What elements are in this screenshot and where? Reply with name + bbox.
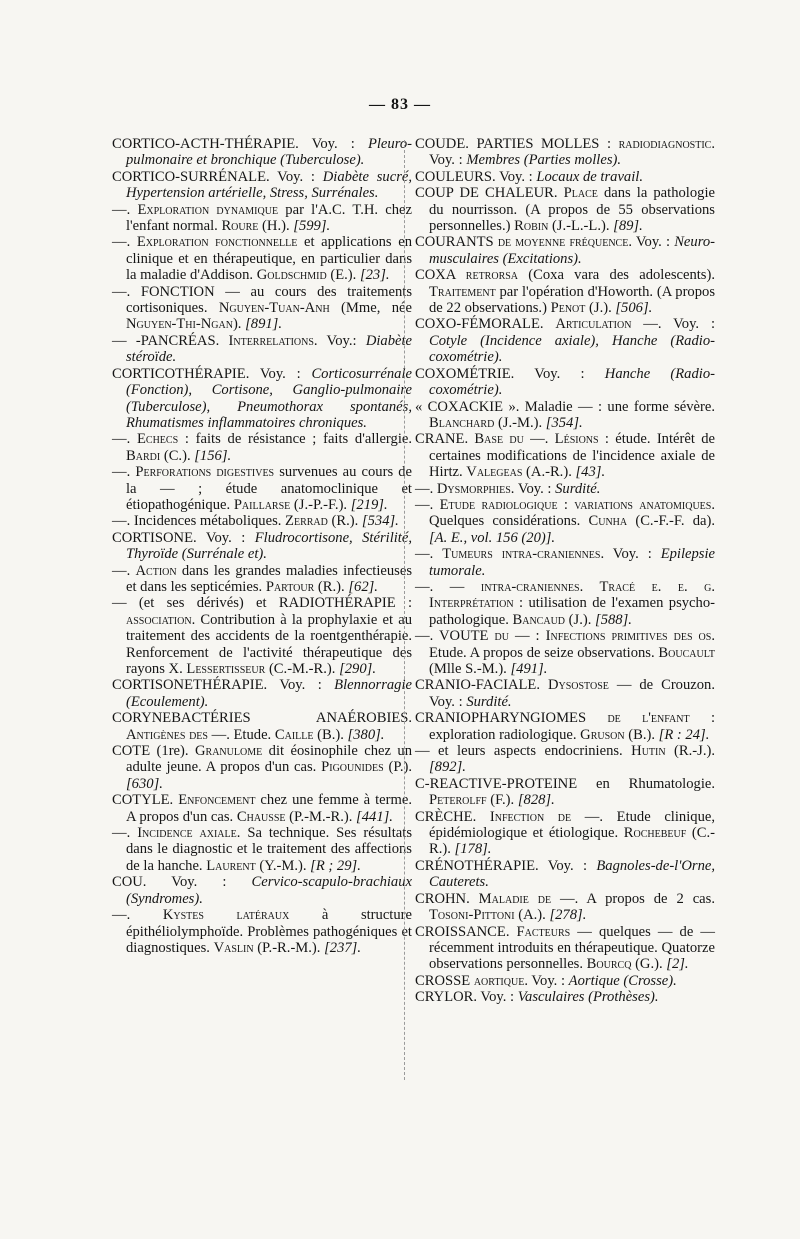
- index-entry: [415, 169, 715, 185]
- index-entry: [112, 907, 412, 956]
- entry-subheading: Dysmorphies: [436, 480, 511, 497]
- entry-subheading: Infections primitives des os: [545, 628, 712, 645]
- entry-text: (Mme, née: [329, 300, 412, 317]
- entry-text: —. Voy. :: [631, 316, 715, 333]
- entry-text: (Y.-M.).: [255, 857, 311, 874]
- index-entry: [415, 481, 715, 497]
- entry-subheading: Traitement: [429, 283, 496, 300]
- entry-reference: [491].: [510, 661, 548, 677]
- entry-text: COUP DE CHALEUR.: [415, 185, 564, 202]
- entry-subheading: Valegeas: [466, 464, 523, 481]
- entry-reference: [2].: [666, 956, 689, 973]
- entry-text: . Sa technique. Ses résultats dans le diagnostic et le traitement des affections de la hanche.: [126, 825, 413, 874]
- entry-reference: Aortique (Crosse).: [568, 972, 677, 989]
- entry-subheading: Dysostose: [547, 677, 609, 694]
- entry-subheading: Peterolff: [429, 792, 487, 809]
- entry-subheading: Enfoncement: [178, 792, 256, 809]
- entry-text: : exploration radiologique.: [429, 710, 716, 743]
- entry-reference: Locaux de travail.: [536, 168, 643, 185]
- entry-subheading: Incidence axiale: [137, 825, 237, 842]
- entry-reference: [R : 24].: [658, 726, 710, 743]
- entry-reference: Surdité.: [555, 480, 601, 497]
- entry-subheading: Penot: [550, 300, 586, 317]
- entry-text: (C.).: [160, 447, 195, 464]
- entry-subheading: Partour: [265, 578, 315, 595]
- entry-subheading: Pigounides: [321, 759, 384, 776]
- entry-subheading: Nguyen-Tuan-Anh: [218, 300, 330, 317]
- entry-subheading: Bardi: [126, 447, 161, 464]
- entry-text: (J.).: [585, 300, 616, 317]
- entry-text: — quelques — de — récemment introduits en thérapeutique. Quatorze observations personnelles.: [429, 923, 715, 973]
- entry-text: CORTISONE. Voy. :: [112, 529, 255, 546]
- entry-text: (B.).: [624, 726, 659, 743]
- entry-text: :: [557, 496, 575, 513]
- entry-subheading: Bancaud: [512, 611, 566, 628]
- index-entry: [112, 431, 412, 464]
- entry-text: . Voy. :: [510, 480, 556, 497]
- entry-text: CORTICO-SURRÉNALE. Voy. :: [112, 168, 323, 185]
- index-entry: [415, 366, 715, 399]
- index-entry: [415, 989, 715, 1005]
- entry-text: —.: [112, 562, 136, 579]
- entry-subheading: aortique: [473, 972, 525, 989]
- index-entry: [112, 333, 412, 366]
- entry-reference: [290].: [339, 661, 376, 677]
- entry-reference: [891].: [245, 316, 283, 333]
- entry-reference: Hanche (Radio-coxométrie).: [429, 365, 715, 399]
- entry-reference: Vasculaires (Prothèses).: [517, 989, 659, 1006]
- entry-text: . Voy. :: [429, 136, 715, 169]
- entry-text: (J.-M.).: [494, 414, 546, 431]
- index-column-right: [415, 136, 715, 1006]
- entry-subheading: Caille: [274, 726, 314, 743]
- index-entry: [415, 809, 715, 858]
- entry-subheading: radiodiagnostic: [618, 136, 712, 152]
- entry-subheading: Lésions: [554, 431, 599, 448]
- index-entry: [415, 628, 715, 677]
- entry-text: ).: [232, 316, 246, 333]
- entry-reference: [380].: [347, 726, 385, 743]
- index-entry: [112, 677, 412, 710]
- entry-reference: Surdité.: [466, 693, 512, 710]
- entry-text: CORTISONETHÉRAPIE. Voy. :: [112, 677, 335, 694]
- entry-reference: Blennorragie (Ecoulement).: [126, 677, 412, 710]
- index-entry: [415, 710, 715, 743]
- index-entry: [112, 874, 412, 907]
- index-entry: [112, 825, 412, 874]
- index-entry: [112, 366, 412, 432]
- entry-text: : étude. Intérêt de certaines modifications de l'incidence axiale de Hirtz.: [429, 431, 715, 481]
- entry-text: —.: [523, 431, 555, 448]
- entry-subheading: Hutin: [631, 743, 666, 760]
- entry-reference: [278].: [549, 907, 587, 924]
- entry-reference: [630].: [126, 775, 163, 792]
- entry-reference: Membres (Parties molles).: [466, 152, 622, 169]
- entry-subheading: de moyenne fréquence: [497, 234, 629, 251]
- entry-reference: [62].: [348, 578, 378, 595]
- entry-subheading: Blanchard: [429, 414, 495, 431]
- entry-text: (J.).: [565, 611, 596, 628]
- entry-text: COXA: [415, 267, 466, 284]
- entry-text: —.: [415, 480, 437, 497]
- entry-subheading: Bourcq: [586, 956, 632, 973]
- entry-text: — :: [508, 628, 546, 645]
- index-entry: [415, 267, 715, 316]
- entry-subheading: Kystes latéraux: [162, 907, 290, 924]
- entry-subheading: Articulation: [555, 316, 632, 333]
- entry-text: (E.).: [326, 267, 360, 284]
- index-entry: [112, 530, 412, 563]
- index-entry: [415, 185, 715, 234]
- entry-text: (J.-P.-F.).: [290, 496, 351, 513]
- entry-reference: [219].: [350, 496, 388, 513]
- entry-text: (B.).: [313, 726, 348, 743]
- entry-text: —. FONCTION — au cours des traitements cortisoniques.: [112, 283, 412, 317]
- entry-text: (A.).: [514, 907, 550, 924]
- entry-subheading: Action: [135, 562, 177, 579]
- entry-text: . Voy. :: [628, 234, 675, 251]
- entry-text: —.: [415, 546, 443, 563]
- index-entry: [415, 234, 715, 267]
- entry-subheading: Tumeurs intra-craniennes: [442, 546, 601, 563]
- entry-text: COULEURS. Voy. :: [415, 168, 537, 185]
- entry-reference: Corticosurrénale (Fonction), Cortisone, Ganglio-pulmonaire (Tuberculose), Pneumothorax spontanés, Rhumatismes inflammatoires chroniques.: [126, 365, 412, 431]
- entry-subheading: Boucault: [658, 644, 715, 661]
- entry-text: (P.).: [383, 759, 412, 776]
- column-divider: [404, 140, 406, 1080]
- entry-subheading: intra-craniennes. Tracé e. e. g. Interprétation: [429, 578, 715, 612]
- entry-subheading: Perforations digestives: [135, 464, 275, 481]
- entry-text: (R.).: [314, 578, 349, 595]
- index-entry: [415, 399, 715, 432]
- index-entry: [112, 595, 412, 677]
- entry-reference: [892].: [429, 759, 466, 776]
- entry-text: (C.-F.-F. da).: [627, 513, 715, 530]
- entry-reference: Cervico-scapulo-brachiaux (Syndromes).: [126, 874, 412, 907]
- entry-subheading: Facteurs: [516, 923, 571, 940]
- entry-text: dans les grandes maladies infectieuses et dans les septicémies.: [126, 562, 413, 595]
- entry-text: par l'A.C. T.H. chez l'enfant normal.: [126, 201, 412, 235]
- entry-reference: Fludrocortisone, Stérilité, Thyroïde (Surrénale et).: [126, 529, 412, 563]
- entry-reference: [534].: [361, 513, 399, 530]
- entry-subheading: Echecs: [136, 431, 179, 448]
- entry-text: . Contribution à la prophylaxie et au traitement des accidents de la roentgenthérapie. Renforcement de l'activité thérapeutique des rayons X.: [126, 611, 412, 677]
- entry-text: CROHN.: [415, 890, 479, 907]
- entry-text: CORTICO-ACTH-THÉRAPIE. Voy. :: [112, 136, 368, 152]
- entry-text: CORYNEBACTÉRIES ANAÉROBIES.: [112, 710, 412, 727]
- entry-text: —.: [112, 201, 138, 218]
- index-entry: [415, 497, 715, 546]
- entry-text: —.: [112, 825, 138, 842]
- entry-text: — et leurs aspects endocriniens.: [415, 743, 632, 760]
- index-entry: [112, 792, 412, 825]
- entry-text: (C.-M.-R.).: [265, 661, 340, 677]
- index-entry: [415, 579, 715, 628]
- entry-reference: [43].: [575, 464, 606, 481]
- entry-subheading: Antigènes des: [126, 726, 208, 743]
- entry-text: —. Etude clinique, épidémiologique et étiologique.: [429, 808, 715, 842]
- entry-text: . Voy. :: [524, 972, 569, 989]
- entry-text: —.: [112, 907, 163, 924]
- entry-reference: [506].: [615, 300, 653, 317]
- entry-subheading: Place: [563, 185, 598, 202]
- index-entry: [112, 202, 412, 235]
- entry-text: COXOMÉTRIE. Voy. :: [415, 365, 605, 382]
- index-entry: [112, 710, 412, 743]
- entry-text: —.: [112, 464, 136, 481]
- entry-text: (P.-R.-M.).: [253, 939, 325, 956]
- entry-text: . Quelques considérations.: [429, 496, 715, 530]
- entry-text: (R.).: [327, 513, 362, 530]
- entry-text: CORTICOTHÉRAPIE. Voy. :: [112, 365, 312, 382]
- index-entry: [415, 858, 715, 891]
- entry-subheading: Interrelations: [228, 332, 314, 349]
- entry-subheading: Etude radiologique: [439, 496, 558, 513]
- entry-text: dans la pathologie du nourrisson. (A propos de 55 observations personnelles.): [429, 185, 715, 235]
- entry-text: survenues au cours de la — ; étude anatomoclinique et étiopathogénique.: [126, 464, 413, 513]
- entry-text: . Voy.:: [313, 332, 366, 349]
- index-entry: [415, 546, 715, 579]
- entry-text: —. Etude.: [207, 726, 275, 743]
- entry-subheading: association: [126, 611, 192, 628]
- index-entry: [415, 316, 715, 365]
- entry-subheading: de l'enfant: [607, 710, 690, 727]
- entry-text: —.: [415, 496, 440, 513]
- entry-reference: [599].: [293, 218, 331, 235]
- entry-text: chez une femme à terme. A propos d'un cas.: [126, 792, 412, 825]
- entry-reference: [828].: [517, 792, 555, 809]
- index-entry: [415, 973, 715, 989]
- entry-subheading: Laurent: [206, 857, 256, 874]
- entry-subheading: Cunha: [588, 513, 628, 530]
- entry-text: COU. Voy. :: [112, 874, 252, 891]
- entry-subheading: du: [494, 628, 509, 645]
- entry-text: CRÉNOTHÉRAPIE. Voy. :: [415, 857, 597, 874]
- entry-reference: Diabète sucré, Hypertension artérielle, Stress, Surrénales.: [126, 168, 412, 202]
- index-entry: [112, 563, 412, 596]
- index-entry: [112, 234, 412, 283]
- entry-reference: [A. E., vol. 156 (20)].: [429, 529, 556, 546]
- index-entry: [415, 136, 715, 169]
- index-entry: [415, 924, 715, 973]
- entry-text: (R.-J.).: [665, 743, 715, 760]
- entry-text: (F.).: [486, 792, 518, 809]
- entry-reference: [89].: [613, 218, 643, 235]
- entry-text: CRÈCHE.: [415, 808, 490, 825]
- entry-text: (Mlle S.-M.).: [429, 661, 511, 677]
- index-entry: [415, 431, 715, 480]
- entry-subheading: Chausse: [236, 808, 286, 825]
- entry-text: COTE (1re).: [112, 743, 195, 760]
- entry-subheading: Tosoni-Pittoni: [429, 907, 515, 924]
- entry-text: — (et ses dérivés) et RADIOTHÉRAPIE :: [112, 595, 412, 612]
- index-entry: [112, 284, 412, 333]
- entry-text: (G.).: [631, 956, 667, 973]
- entry-text: —.: [112, 431, 137, 448]
- index-entry: [415, 743, 715, 776]
- entry-subheading: Lessertisseur: [186, 661, 266, 677]
- entry-text: CROISSANCE.: [415, 923, 517, 940]
- entry-text: : faits de résistance ; faits d'allergie.: [178, 431, 413, 448]
- index-entry: [112, 136, 412, 169]
- entry-reference: Epilepsie tumorale.: [429, 546, 715, 579]
- entry-text: CRANIO-FACIALE.: [415, 677, 548, 694]
- entry-text: CROSSE: [415, 972, 474, 989]
- entry-subheading: Rochebeuf: [623, 825, 687, 842]
- entry-text: —.: [112, 234, 137, 251]
- entry-text: par l'opération d'Howorth. (A propos de 22 observations.): [429, 283, 715, 317]
- entry-reference: Pleuro-pulmonaire et bronchique (Tuberculose).: [126, 136, 412, 169]
- entry-reference: Neuro-musculaires (Excitations).: [429, 234, 715, 267]
- entry-reference: Cotyle (Incidence axiale), Hanche (Radio-coxométrie).: [429, 332, 715, 366]
- entry-text: COTYLE.: [112, 792, 179, 809]
- entry-reference: [R ; 29].: [310, 857, 361, 874]
- entry-text: COXO-FÉMORALE.: [415, 316, 556, 333]
- entry-reference: [354].: [545, 414, 583, 431]
- entry-text: « COXACKIE ». Maladie — : une forme sévère.: [415, 398, 715, 415]
- index-entry: [112, 743, 412, 792]
- index-column-left: [112, 136, 412, 956]
- entry-subheading: Vaslin: [213, 939, 254, 956]
- entry-text: . Etude. A propos de seize observations.: [429, 628, 715, 661]
- index-entry: [112, 513, 412, 529]
- entry-text: CRANE.: [415, 431, 475, 448]
- entry-reference: [178].: [454, 841, 492, 858]
- entry-text: (P.-M.-R.).: [285, 808, 357, 825]
- entry-text: COUDE. PARTIES MOLLES :: [415, 136, 619, 152]
- entry-text: (Coxa vara des adolescents).: [518, 267, 715, 284]
- entry-subheading: Infection de: [489, 808, 572, 825]
- index-entry: [112, 464, 412, 513]
- entry-text: . Voy. :: [600, 546, 661, 563]
- entry-text: (J.-L.-L.).: [548, 218, 614, 235]
- entry-text: : utilisation de l'examen psycho-pathologique.: [429, 595, 715, 628]
- entry-reference: Diabète stéroïde.: [126, 332, 413, 366]
- entry-subheading: Base du: [474, 431, 524, 448]
- entry-text: à structure épithéliolymphoïde. Problèmes pathogéniques et diagnostiques.: [126, 907, 412, 956]
- entry-text: —. Incidences métaboliques.: [112, 513, 286, 530]
- entry-subheading: retrorsa: [465, 267, 519, 284]
- entry-reference: [156].: [194, 447, 232, 464]
- entry-reference: [588].: [595, 611, 632, 628]
- entry-subheading: Exploration dynamique: [137, 201, 279, 218]
- entry-text: C-REACTIVE-PROTEINE en Rhumatologie.: [415, 775, 715, 792]
- entry-subheading: Granulome: [195, 743, 263, 760]
- entry-text: COURANTS: [415, 234, 498, 251]
- index-entry: [112, 169, 412, 202]
- entry-subheading: variations anatomiques: [574, 496, 712, 513]
- entry-subheading: Robin: [514, 218, 549, 235]
- entry-subheading: Roure: [221, 218, 259, 235]
- entry-reference: [23].: [359, 267, 390, 284]
- entry-text: — -PANCRÉAS.: [112, 332, 229, 349]
- entry-text: et applications en clinique et en thérapeutique, en particulier dans la maladie d'Addison.: [126, 234, 412, 284]
- entry-subheading: Zerrad: [285, 513, 328, 530]
- entry-text: CRYLOR. Voy. :: [415, 989, 518, 1006]
- entry-subheading: Exploration fonctionnelle: [136, 234, 298, 251]
- entry-reference: [237].: [324, 939, 361, 956]
- entry-text: (A.-R.).: [522, 464, 576, 481]
- entry-subheading: Paillarse: [233, 496, 291, 513]
- entry-text: CRANIOPHARYNGIOMES: [415, 710, 608, 727]
- entry-text: —. VOUTE: [415, 628, 495, 645]
- entry-text: —. —: [415, 578, 481, 595]
- index-entry: [415, 891, 715, 924]
- entry-subheading: Gruson: [580, 726, 625, 743]
- entry-text: — de Crouzon. Voy. :: [429, 677, 715, 710]
- page-number: — 83 —: [369, 96, 431, 113]
- index-entry: [415, 776, 715, 809]
- entry-subheading: Nguyen-Thi-Ngan: [126, 316, 233, 333]
- entry-subheading: Goldschmid: [256, 267, 327, 284]
- entry-subheading: Maladie de: [478, 890, 552, 907]
- entry-text: dit éosinophile chez un adulte jeune. A propos d'un cas.: [126, 743, 413, 776]
- entry-reference: Bagnoles-de-l'Orne, Cauterets.: [429, 857, 715, 891]
- index-entry: [415, 677, 715, 710]
- entry-text: (H.).: [258, 218, 294, 235]
- entry-reference: [441].: [356, 808, 393, 825]
- entry-text: —. A propos de 2 cas.: [551, 890, 715, 907]
- entry-text: (C.-R.).: [429, 825, 715, 858]
